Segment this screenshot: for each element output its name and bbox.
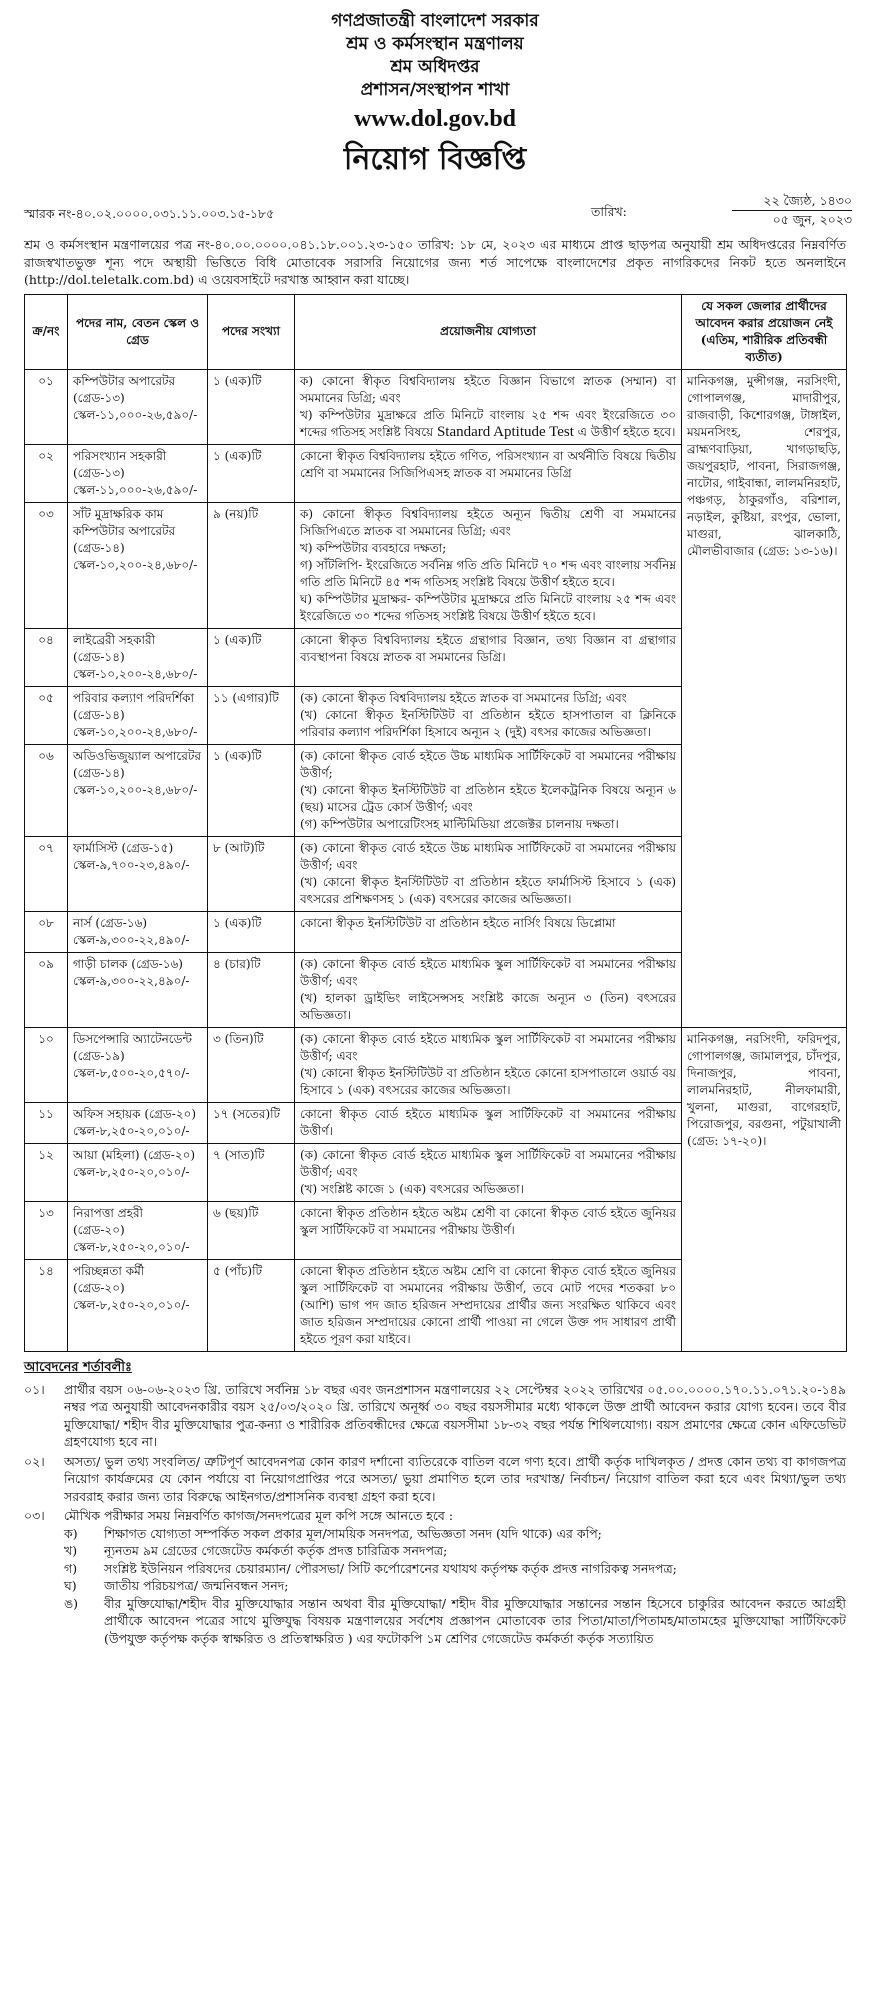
districts-group-1: মানিকগঞ্জ, মুন্সীগঞ্জ, নরসিংদী, গোপালগঞ্জ, মাদারীপুর, রাজবাড়ী, কিশোরগঞ্জ, টাঙ্গাইল, ময়মনসিংহ, শেরপুর, ব্রাহ্মণবাড়িয়া, খাগড়াছড়ি, জয়পুরহাট, পাবনা, সিরাজগঞ্জ, নাটোর, গাইবান্ধা, লালমনিরহাট, পঞ্চগড়, ঠাকুরগাঁও, বরিশাল, নড়াইল, কুষ্টিয়া, রংপুর, ভোলা, মাগুরা, ঝালকাঠি, মৌলভীবাজার (গ্রেড: ১৩-১৬)।: [682, 369, 847, 1027]
row-serial: ১৪: [25, 1259, 68, 1351]
requirement-text: জাতীয় পরিচয়পত্র/ জন্মনিবন্ধন সনদ;: [104, 1578, 289, 1593]
qualification-line: ক) কোনো স্বীকৃত বিশ্ববিদ্যালয় হইতে বিজ্ঞান বিভাগে স্নাতক (সম্মান) বা সমমানের ডিগ্রি; এবং: [300, 373, 676, 405]
post-line: ডিসপেন্সারি অ্যাটেনডেন্ট: [73, 1031, 192, 1046]
row-qualification: [295, 1201, 682, 1259]
qualification-line: (ক) কোনো স্বীকৃত বোর্ড হইতে মাধ্যমিক স্কুল সার্টিফিকেট বা সমমানের পরীক্ষায় উত্তীর্ণ; এবং: [300, 1147, 676, 1179]
row-post: [68, 628, 208, 686]
row-post: [68, 1259, 208, 1351]
condition-number: ০২।: [24, 1453, 45, 1469]
govt-name: গণপ্রজাতন্ত্রী বাংলাদেশ সরকার: [331, 11, 539, 31]
date-label: তারিখ:: [591, 204, 627, 219]
row-count: ৩ (তিন)টি: [208, 1027, 295, 1102]
row-post: [68, 1027, 208, 1102]
districts-group-2: মানিকগঞ্জ, নরসিংদী, ফরিদপুর, গোপালগঞ্জ, জামালপুর, চাঁদপুর, দিনাজপুর, পাবনা, লালমনিরহাট, নীলফামারী, খুলনা, মাগুরা, বাগেরহাট, পিরোজপুর, বরগুনা, পটুয়াখালী (গ্রেড: ১৭-২০)।: [682, 1027, 847, 1351]
table-header-row: [25, 294, 847, 369]
header-no: ক্র/নং: [25, 294, 68, 369]
post-line: স্কেল-৮,৫০০-২০,৫৭০/-: [73, 1065, 190, 1080]
requirement-text: শিক্ষাগত যোগ্যতা সম্পর্কিত সকল প্রকার মূল/সাময়িক সনদপত্র, অভিজ্ঞতা সনদ (যদি থাকে) এর কপি;: [104, 1525, 602, 1541]
post-line: গাড়ী চালক (গ্রেড-১৬): [73, 956, 183, 971]
qualification-line: খ) কম্পিউটার ব্যবহারে দক্ষতা;: [300, 540, 447, 555]
branch-name: প্রশাসন/সংস্থাপন শাখা: [360, 80, 510, 100]
requirement-letter: খ): [64, 1543, 78, 1558]
post-line: (গ্রেড-১৩): [73, 465, 125, 480]
memo-ref: স্মারক নং-৪০.০২.০০০০.০৩১.১১.০০৩.১৫-১৮৫: [24, 206, 275, 221]
post-line: স্কেল-৮,২৫০-২০,০১০/-: [73, 1164, 190, 1179]
document-requirement-item: [24, 1560, 846, 1578]
row-post: [68, 686, 208, 744]
row-serial: ০৩: [25, 502, 68, 628]
row-post: [68, 502, 208, 628]
row-post: [68, 744, 208, 836]
qualification-line-text: খ) কম্পিউটার মুদ্রাক্ষরে প্রতি মিনিটে বাংলায় ২৫ শব্দ এবং ইংরেজিতে ৩০ শব্দের গতিসহ সংশ্লিষ্ট বিষয়ে: [300, 407, 676, 439]
qualification-line: (খ) কোনো স্বীকৃত ইনস্টিটিউট বা প্রতিষ্ঠান হইতে ইলেকট্রনিক বিষয়ে অন্যূন ৬ (ছয়) মাসের ট্রেড কোর্স উত্তীর্ণ; এবং: [300, 782, 676, 814]
post-line: ফার্মাসিস্ট (গ্রেড-১৫): [73, 840, 174, 855]
condition-text: প্রার্থীর বয়স ০৬-০৬-২০২৩ খ্রি. তারিখে সর্বনিম্ন ১৮ বছর এবং জনপ্রশাসন মন্ত্রণালয়ের ২২ সেপ্টেম্বর ২০২২ তারিখের ০৫.০০.০০০০.১৭০.১১.০৭১.২০-১৪৯ নম্বর পত্র অনুযায়ী আবেদনকারীর বয়স ২৫/০৩/২০২০ খ্রি. তারিখে অনূর্ধ্ব ৩০ বছর বয়সসীমার মধ্যে থাকলে উক্ত প্রার্থী আবেদন করার যোগ্য হবেন। তবে বীর মুক্তিযোদ্ধা/ শহীদ বীর মুক্তিযোদ্ধার পুত্র-কন্যা ও শারীরিক প্রতিবন্ধীদের ক্ষেত্রে বয়সসীমা ১৮-৩২ বছর পর্যন্ত শিথিলযোগ্য। বয়স প্রমাণের ক্ষেত্রে কোন এফিডেভিট গ্রহণযোগ্য হবে না।: [64, 1381, 846, 1449]
table-row: [25, 1027, 847, 1102]
document-requirement-item: [24, 1542, 846, 1560]
qualification-tail: এ উত্তীর্ণ হইতে হবে।: [573, 424, 676, 439]
row-count: ৬ (ছয়)টি: [208, 1201, 295, 1259]
qualification-line: ঘ) কম্পিউটার মুদ্রাক্ষর- কম্পিউটার মুদ্রাক্ষরে প্রতি মিনিটে বাংলায় ২৫ শব্দ এবং ইংরেজিতে ৩০ শব্দের গতিসহ সংশ্লিষ্ট বিষয়ে উত্তীর্ণ হইতে হবে।: [300, 591, 676, 623]
condition-item: [24, 1381, 846, 1451]
row-serial: ১৩: [25, 1201, 68, 1259]
qualification-line: (ক) কোনো স্বীকৃত বোর্ড হইতে উচ্চ মাধ্যমিক সার্টিফিকেট বা সমমানের পরীক্ষায় উত্তীর্ণ; এবং: [300, 840, 676, 872]
row-qualification: [295, 1102, 682, 1143]
row-serial: ০২: [25, 444, 68, 502]
qualification-line: (খ) কোনো স্বীকৃত ইনস্টিটিউট বা প্রতিষ্ঠান হইতে ফার্মাসিস্ট হিসাবে ১ (এক) বৎসরের প্রশিক্ষণসহ ১ (এক) বৎসরের কাজের অভিজ্ঞতা।: [300, 874, 676, 906]
row-qualification: [295, 744, 682, 836]
qualification-line: (খ) কোনো স্বীকৃত ইনস্টিটিউট বা প্রতিষ্ঠান হইতে হাসপাতাল বা ক্লিনিকে পরিবার কল্যাণ পরিদর্শিকা হিসাবে অন্যূন ২ (দুই) বৎসর কাজের অভিজ্ঞতা।: [300, 707, 676, 739]
row-post: [68, 444, 208, 502]
post-line: স্কেল-৮,২৫০-২০,০১০/-: [73, 1123, 190, 1138]
qualification-line: কোনো স্বীকৃত প্রতিষ্ঠান হইতে অষ্টম শ্রেণি বা কোনো স্বীকৃত বোর্ড হইতে জুনিয়র স্কুল সার্টিফিকেট বা সমমানের পরীক্ষায় উত্তীর্ণ, তবে মোট পদের শতকরা ৮০ (আশি) ভাগ পদ জাত হরিজন সম্প্রদায়ের প্রার্থীর জন্য সংরক্ষিত থাকিবে এবং জাত হরিজন সম্প্রদায়ের কোনো প্রার্থী পাওয়া না গেলে উক্ত পদ সাধারণ প্রার্থী হইতে পূরণ করা যাইবে।: [300, 1263, 676, 1346]
row-post: [68, 1143, 208, 1201]
qualification-line: (খ) কোনো স্বীকৃত ইনস্টিটিউট বা প্রতিষ্ঠান হইতে কোনো হাসপাতালে ওয়ার্ড বয় হিসাবে ১ (এক) বৎসরের কাজের অভিজ্ঞতা।: [300, 1065, 676, 1097]
condition-item: [24, 1453, 846, 1506]
letterhead: [24, 10, 846, 182]
condition-text: অসত্য/ ভুল তথ্য সংবলিত/ ত্রুটিপূর্ণ আবেদনপত্র কোন কারণ দর্শানো ব্যতিরেকে বাতিল বলে গণ্য হবে। প্রার্থী কর্তৃক দাখিলকৃত / প্রদত্ত কোন তথ্য বা কাগজপত্র নিয়োগ কার্যক্রমের যে কোন পর্যায়ে বা নিয়োগপ্রাপ্তির পরে অসত্য/ ভুয়া প্রমাণিত হলে তার দরখাস্ত/ নির্বাচন/ নিয়োগ বাতিল করা হবে এবং মিথ্যা/ভুল তথ্য সরবরাহ করার জন্য তার বিরুদ্ধে আইনগত/প্রশাসনিক ব্যবস্থা গ্রহণ করা হবে।: [64, 1453, 846, 1504]
post-line: অডিওভিজুয়্যাল অপারেটর: [73, 748, 201, 763]
row-serial: ১০: [25, 1027, 68, 1102]
row-count: ১ (এক)টি: [208, 744, 295, 836]
post-line: (গ্রেড-১৪): [73, 540, 125, 555]
requirement-text: সংশ্লিষ্ট ইউনিয়ন পরিষদের চেয়ারম্যান/ পৌরসভা/ সিটি কর্পোরেশনের যথাযথ কর্তৃপক্ষ কর্তৃক প্রদত্ত নাগরিকত্ব সনদপত্র;: [104, 1560, 677, 1576]
requirement-letter: ক): [64, 1525, 78, 1541]
post-line: স্কেল-৯,৩০০-২২,৪৯০/-: [73, 932, 190, 947]
memo-row: [24, 186, 852, 242]
header-qualification: প্রয়োজনীয় যোগ্যতা: [295, 294, 682, 369]
requirement-letter: ঙ): [64, 1595, 79, 1611]
standard-aptitude-test: Standard Aptitude Test: [436, 423, 574, 440]
post-line: (গ্রেড-১৪): [73, 765, 125, 780]
qualification-line: কোনো স্বীকৃত বিশ্ববিদ্যালয় হইতে গ্রন্থাগার বিজ্ঞান, তথ্য বিজ্ঞান বা গ্রন্থাগার ব্যবস্থাপনা বিষয়ে স্নাতক বা সমমানের ডিগ্রি।: [300, 632, 676, 664]
row-qualification: [295, 952, 682, 1027]
row-post: [68, 1201, 208, 1259]
post-line: স্কেল-৯,৩০০-২২,৪৯০/-: [73, 973, 190, 988]
row-qualification: [295, 502, 682, 628]
memo-dates: [732, 192, 852, 229]
post-line: পরিচ্ছন্নতা কর্মী: [73, 1263, 145, 1278]
row-post: [68, 1102, 208, 1143]
qualification-line: [300, 407, 676, 441]
qualification-line: কোনো স্বীকৃত বোর্ড হইতে মাধ্যমিক স্কুল সার্টিফিকেট বা সমমানের পরীক্ষায় উত্তীর্ণ।: [300, 1106, 676, 1138]
conditions-list: [24, 1381, 846, 1648]
post-line: স্কেল-১১,০০০-২৬,৫৯০/-: [73, 407, 198, 422]
department-name: শ্রম অধিদপ্তর: [390, 57, 480, 77]
row-count: ১ (এক)টি: [208, 444, 295, 502]
post-line: নার্স (গ্রেড-১৬): [73, 915, 148, 930]
row-count: ৭ (সাত)টি: [208, 1143, 295, 1201]
requirement-letter: গ): [64, 1560, 78, 1576]
row-serial: ০৪: [25, 628, 68, 686]
header-count: পদের সংখ্যা: [208, 294, 295, 369]
condition-text: মৌখিক পরীক্ষার সময় নিম্নবর্ণিত কাগজ/সনদপত্রের মূল কপি সঙ্গে আনতে হবে :: [64, 1508, 454, 1523]
post-line: স্কেল-৮,২৫০-২০,০১০/-: [73, 1239, 190, 1254]
row-serial: ০৫: [25, 686, 68, 744]
condition-item: [24, 1507, 846, 1525]
qualification-line: গ) সাঁটলিপি- ইংরেজিতে সর্বনিম্ন গতি প্রতি মিনিটে ৭০ শব্দ এবং বাংলায় সর্বনিম্ন গতি প্রতি মিনিটে ৪৫ শব্দ গতিসহ সংশ্লিষ্ট বিষয়ে উত্তীর্ণ হইতে হবে।: [300, 557, 676, 589]
row-qualification: [295, 686, 682, 744]
post-line: (গ্রেড-১৪): [73, 649, 125, 664]
qualification-line: (গ) কম্পিউটার অপারেটিংসহ মাল্টিমিডিয়া প্রজেক্টর চালনায় দক্ষতা।: [300, 816, 619, 831]
condition-number: ০৩।: [24, 1508, 45, 1523]
post-line: (গ্রেড-২০): [73, 1280, 125, 1295]
post-line: স্কেল-১০,২০০-২৪,৬৮০/-: [73, 557, 198, 572]
post-line: অফিস সহায়ক (গ্রেড-২০): [73, 1106, 197, 1121]
post-line: লাইব্রেরী সহকারী: [73, 632, 156, 647]
post-line: (গ্রেড-১৪): [73, 707, 125, 722]
qualification-line: কোনো স্বীকৃত প্রতিষ্ঠান হইতে অষ্টম শ্রেণী বা কোনো স্বীকৃত বোর্ড হইতে জুনিয়র স্কুল সার্টিফিকেট বা সমমানের পরীক্ষায় উত্তীর্ণ।: [300, 1205, 676, 1237]
condition-number: ০১।: [24, 1381, 45, 1397]
ministry-name: শ্রম ও কর্মসংস্থান মন্ত্রণালয়: [346, 34, 524, 54]
header-post: পদের নাম, বেতন স্কেল ও গ্রেড: [68, 294, 208, 369]
post-line: স্কেল-৮,২৫০-২০,০১০/-: [73, 1297, 190, 1312]
post-line: পরিবার কল্যাণ পরিদর্শিকা: [73, 690, 195, 705]
row-serial: ০১: [25, 369, 68, 444]
qualification-line: (ক) কোনো স্বীকৃত বোর্ড হইতে উচ্চ মাধ্যমিক সার্টিফিকেট বা সমমানের পরীক্ষায় উত্তীর্ণ;: [300, 748, 676, 780]
row-qualification: [295, 911, 682, 952]
row-count: ৫ (পাঁচ)টি: [208, 1259, 295, 1351]
row-qualification: [295, 836, 682, 911]
row-qualification: [295, 1143, 682, 1201]
vacancy-table: [24, 294, 847, 1352]
row-serial: ০৮: [25, 911, 68, 952]
post-line: আয়া (মহিলা) (গ্রেড-২০): [73, 1147, 196, 1162]
qualification-line: (ক) কোনো স্বীকৃত বোর্ড হইতে মাধ্যমিক স্কুল সার্টিফিকেট বা সমমানের পরীক্ষায় উত্তীর্ণ; এবং: [300, 956, 676, 988]
post-line: (গ্রেড-১৩): [73, 390, 125, 405]
document-requirement-item: [24, 1525, 846, 1543]
document-requirement-item: [24, 1595, 846, 1648]
qualification-line: (ক) কোনো স্বীকৃত বিশ্ববিদ্যালয় হইতে স্নাতক বা সমমানের ডিগ্রি; এবং: [300, 690, 627, 705]
post-line: সাঁট মুদ্রাক্ষরিক কাম কম্পিউটার অপারেটর: [73, 506, 176, 538]
row-count: ১ (এক)টি: [208, 369, 295, 444]
post-line: স্কেল-১০,২০০-২৪,৬৮০/-: [73, 782, 198, 797]
row-serial: ০৭: [25, 836, 68, 911]
post-line: স্কেল-১০,২০০-২৪,৬৮০/-: [73, 724, 198, 739]
row-serial: ০৯: [25, 952, 68, 1027]
website-link[interactable]: www.dol.gov.bd: [353, 106, 517, 132]
post-line: নিরাপত্তা প্রহরী: [73, 1205, 143, 1220]
table-body: [25, 369, 847, 1351]
row-serial: ০৬: [25, 744, 68, 836]
intro-paragraph: শ্রম ও কর্মসংস্থান মন্ত্রণালয়ের পত্র নং-৪০.০০.০০০০.০৪১.১৮.০০১.২৩-১৫০ তারিখ: ১৮ মে, ২০২৩ এর মাধ্যমে প্রাপ্ত ছাড়পত্র অনুযায়ী শ্রম অধিদপ্তরের নিম্নবর্ণিত রাজস্বখাতভুক্ত শূন্য পদে অস্থায়ী ভিত্তিতে বিধি মোতাবেক সরাসরি নিয়োগের জন্য শর্ত সাপেক্ষে বাংলাদেশের প্রকৃত নাগরিকদের নিকট হতে অনলাইনে (http://dol.teletalk.com.bd) এ ওয়েবসাইটে দরখাস্ত আহ্বান করা যাচ্ছে।: [24, 237, 846, 287]
post-line: স্কেল-১১,০০০-২৬,৫৯০/-: [73, 482, 198, 497]
requirement-text: বীর মুক্তিযোদ্ধা/শহীদ বীর মুক্তিযোদ্ধার সন্তান অথবা বীর মুক্তিযোদ্ধা/ শহীদ বীর মুক্তিযোদ্ধার সন্তানের সন্তান হিসেবে চাকুরির আবেদন করতে আগ্রহী প্রার্থীকে আবেদন পত্রের সাথে মুক্তিযুদ্ধ বিষয়ক মন্ত্রণালয়ের সর্বশেষ প্রজ্ঞাপন মোতাবেক তার পিতা/মাতা/পিতামহ/মাতামহের মুক্তিযোদ্ধা সার্টিফিকেট (উপযুক্ত কর্তৃপক্ষ কর্তৃক স্বাক্ষরিত ও প্রতিস্বাক্ষরিত ) এর ফটোকপি ১ম শ্রেণির গেজেটেড কর্মকর্তা কর্তৃক সত্যায়িত: [104, 1595, 846, 1646]
post-line: স্কেল-১০,২০০-২৪,৬৮০/-: [73, 666, 198, 681]
date-bangla: ২২ জ্যৈষ্ঠ, ১৪৩০: [732, 192, 852, 211]
requirement-letter: ঘ): [64, 1578, 77, 1593]
row-serial: ১১: [25, 1102, 68, 1143]
page-title: নিয়োগ বিজ্ঞপ্তি: [343, 142, 527, 177]
row-count: ১৭ (সতের)টি: [208, 1102, 295, 1143]
row-qualification: [295, 628, 682, 686]
post-line: (গ্রেড-২০): [73, 1222, 125, 1237]
requirement-text: ন্যূনতম ৯ম গ্রেডের গেজেটেড কর্মকর্তা কর্তৃক প্রদত্ত চারিত্রিক সনদপত্র;: [104, 1543, 448, 1558]
date-english: ০৫ জুন, ২০২৩: [772, 212, 852, 227]
row-post: [68, 952, 208, 1027]
row-count: ১১ (এগার)টি: [208, 686, 295, 744]
qualification-line: (খ) সংশ্লিষ্ট কাজে ১ (এক) বৎসরের অভিজ্ঞতা।: [300, 1181, 524, 1196]
row-qualification: [295, 1027, 682, 1102]
post-line: স্কেল-৯,৭০০-২৩,৪৯০/-: [73, 857, 190, 872]
row-post: [68, 836, 208, 911]
post-line: (গ্রেড-১৯): [73, 1048, 125, 1063]
qualification-line: কোনো স্বীকৃত বিশ্ববিদ্যালয় হইতে গণিত, পরিসংখ্যান বা অর্থনীতি বিষয়ে দ্বিতীয় শ্রেণি বা সমমানের সিজিপিএসহ স্নাতক বা সমমানের ডিগ্রি: [300, 448, 676, 480]
qualification-line: কোনো স্বীকৃত ইনস্টিটিউট বা প্রতিষ্ঠান হইতে নার্সিং বিষয়ে ডিপ্লোমা: [300, 915, 616, 930]
row-serial: ১২: [25, 1143, 68, 1201]
document-requirement-item: [24, 1577, 846, 1595]
conditions-title: আবেদনের শর্তাবলীঃ: [24, 1359, 132, 1375]
row-count: ৪ (চার)টি: [208, 952, 295, 1027]
post-line: কম্পিউটার অপারেটর: [73, 373, 176, 388]
qualification-line: (ক) কোনো স্বীকৃত বোর্ড হইতে মাধ্যমিক স্কুল সার্টিফিকেট বা সমমানের পরীক্ষায় উত্তীর্ণ; এবং: [300, 1031, 676, 1063]
qualification-line: ক) কোনো স্বীকৃত বিশ্ববিদ্যালয় হইতে অন্যূন দ্বিতীয় শ্রেণী বা সমমানের সিজিপিএতে স্নাতক বা সমমানের ডিগ্রি; এবং: [300, 506, 676, 538]
row-qualification: [295, 444, 682, 502]
row-count: ৯ (নয়)টি: [208, 502, 295, 628]
table-row: [25, 369, 847, 444]
post-line: পরিসংখ্যান সহকারী: [73, 448, 167, 463]
row-qualification: [295, 1259, 682, 1351]
row-count: ১ (এক)টি: [208, 628, 295, 686]
row-qualification: [295, 369, 682, 444]
qualification-line: (খ) হালকা ড্রাইভিং লাইসেন্সসহ সংশ্লিষ্ট কাজে অন্যূন ৩ (তিন) বৎসরের অভিজ্ঞতা।: [300, 990, 676, 1022]
row-post: [68, 911, 208, 952]
row-post: [68, 369, 208, 444]
header-districts: যে সকল জেলার প্রার্থীদের আবেদন করার প্রয়োজন নেই (এতিম, শারীরিক প্রতিবন্ধী ব্যতীত): [682, 294, 847, 369]
row-count: ৮ (আট)টি: [208, 836, 295, 911]
row-count: ১ (এক)টি: [208, 911, 295, 952]
